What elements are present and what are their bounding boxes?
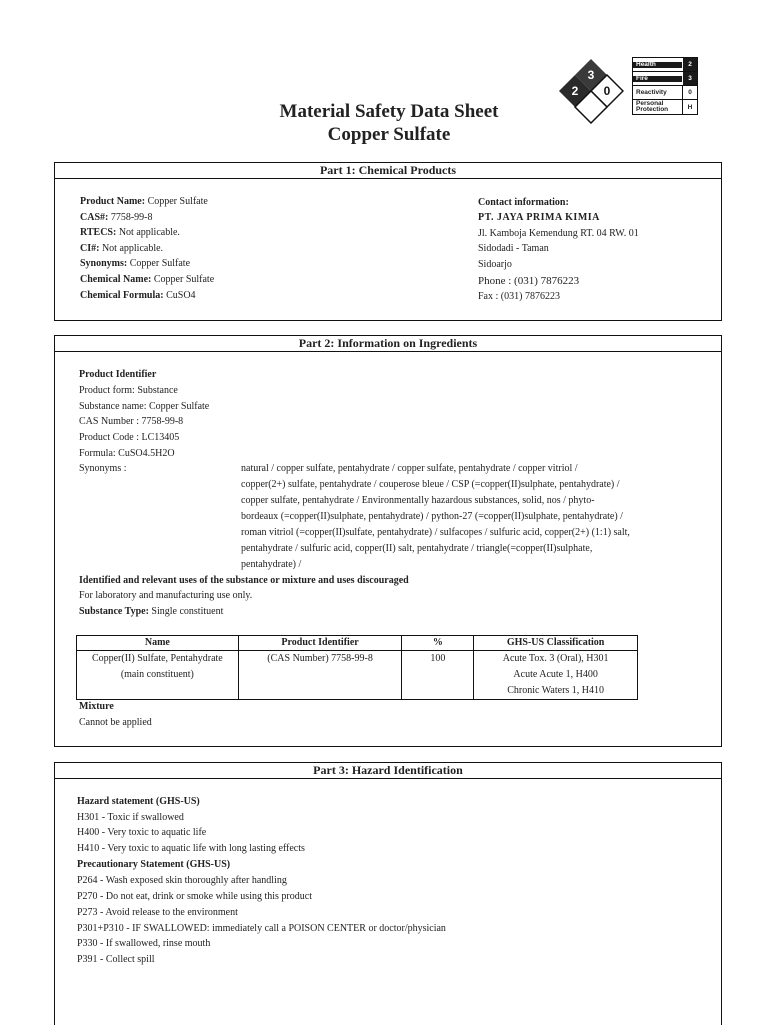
precaution-line: P330 - If swallowed, rinse mouth [77, 938, 211, 949]
synonym-line: bordeaux (=copper(II)sulphate, pentahydrate) / python-27 (=copper(II)sulphate, pentahydrate) / [241, 511, 623, 522]
field-chemical-name: Chemical Name: Copper Sulfate [80, 274, 215, 285]
fax: Fax : (031) 7876223 [478, 291, 560, 302]
field-rtecs: RTECS: Not applicable. [80, 227, 180, 238]
hazard-line: H410 - Very toxic to aquatic life with long lasting effects [77, 843, 305, 854]
field-synonyms: Synonyms: Copper Sulfate [80, 258, 191, 269]
cell-name: Copper(II) Sulfate, Pentahydrate (main constituent) [77, 651, 239, 700]
hmis-value: 3 [682, 72, 697, 85]
address-line-1: Jl. Kamboja Kemendung RT. 04 RW. 01 [478, 228, 639, 239]
synonym-line: natural / copper sulfate, pentahydrate / copper sulfate, pentahydrate / copper vitriol / [241, 463, 578, 474]
phone: Phone : (031) 7876223 [478, 275, 580, 287]
uses-text: For laboratory and manufacturing use only. [79, 590, 253, 601]
nfpa-reactivity-value: 0 [603, 84, 611, 98]
part2-header: Part 2: Information on Ingredients [55, 336, 721, 352]
hmis-label: Reactivity [636, 88, 667, 96]
cas-number: CAS Number : 7758-99-8 [79, 416, 184, 427]
product-identifier-title: Product Identifier [79, 369, 157, 380]
hmis-row-reactivity [633, 86, 697, 100]
hazard-line: H400 - Very toxic to aquatic life [77, 827, 207, 838]
substance-type: Substance Type: Single constituent [79, 606, 224, 617]
hmis-value: H [682, 100, 697, 114]
field-chemical-formula: Chemical Formula: CuSO4 [80, 290, 196, 301]
address-line-3: Sidoarjo [478, 259, 512, 270]
cell-ghs: Acute Tox. 3 (Oral), H301 Acute Acute 1, H400 Chronic Waters 1, H410 [474, 651, 638, 700]
hmis-row-fire [633, 72, 697, 86]
part1-header: Part 1: Chemical Products [55, 163, 721, 179]
synonym-line: pentahydrate / sulfuric acid, copper(II) salt, pentahydrate / triangle(=copper(II)sulphate, [241, 543, 593, 554]
col-header-ghs: GHS-US Classification [474, 636, 638, 651]
ingredients-table [76, 635, 638, 700]
hazard-line: H301 - Toxic if swallowed [77, 812, 184, 823]
product-form: Product form: Substance [79, 385, 178, 396]
hmis-label: Health [633, 62, 682, 68]
synonyms-label: Synonyms : [79, 463, 127, 474]
address-line-2: Sidodadi - Taman [478, 243, 549, 254]
precaution-line: P264 - Wash exposed skin thoroughly after handling [77, 875, 287, 886]
document-title: Material Safety Data Sheet [279, 101, 499, 122]
precaution-line: P273 - Avoid release to the environment [77, 907, 238, 918]
company-name: PT. JAYA PRIMA KIMIA [478, 212, 600, 223]
field-ci: CI#: Not applicable. [80, 243, 164, 254]
field-cas: CAS#: 7758-99-8 [80, 212, 153, 223]
hmis-value: 0 [682, 86, 697, 99]
table-row [77, 651, 638, 700]
contact-label: Contact information: [478, 197, 569, 208]
substance-name: Substance name: Copper Sulfate [79, 401, 210, 412]
synonym-line: pentahydrate) / [241, 559, 302, 570]
precaution-line: P391 - Collect spill [77, 954, 155, 965]
precaution-line: P301+P310 - IF SWALLOWED: immediately call a POISON CENTER or doctor/physician [77, 923, 446, 934]
synonym-line: roman vitriol (=copper(II)sulfate, pentahydrate) / sulfacopes / sulfuric acid, copper(2+) (1:1) salt, [241, 527, 630, 538]
product-code: Product Code : LC13405 [79, 432, 180, 443]
precaution-line: P270 - Do not eat, drink or smoke while using this product [77, 891, 312, 902]
cell-percent: 100 [402, 651, 474, 700]
hmis-row-health [633, 58, 697, 72]
hazard-title: Hazard statement (GHS-US) [77, 796, 200, 807]
uses-title: Identified and relevant uses of the substance or mixture and uses discouraged [79, 575, 409, 586]
formula: Formula: CuSO4.5H2O [79, 448, 175, 459]
synonym-line: copper sulfate, pentahydrate / Environmentally hazardous substances, solid, nos / phyto- [241, 495, 595, 506]
hmis-label: Personal Protection [636, 100, 669, 113]
table-header-row [77, 636, 638, 651]
synonym-line: copper(2+) sulfate, pentahydrate / couperose bleue / CSP (=copper(II)sulphate, pentahydrate) / [241, 479, 620, 490]
document-subtitle: Copper Sulfate [327, 124, 451, 145]
cell-identifier: (CAS Number) 7758-99-8 [238, 651, 402, 700]
col-header-identifier: Product Identifier [238, 636, 402, 651]
mixture-text: Cannot be applied [79, 717, 152, 728]
mixture-title: Mixture [79, 701, 114, 712]
nfpa-health-value: 2 [571, 84, 579, 98]
col-header-name: Name [77, 636, 239, 651]
nfpa-fire-value: 3 [587, 68, 595, 82]
hmis-value: 2 [682, 58, 697, 71]
part3-header: Part 3: Hazard Identification [55, 763, 721, 779]
hmis-label: Fire [633, 76, 682, 82]
col-header-percent: % [402, 636, 474, 651]
field-product-name: Product Name: Copper Sulfate [80, 196, 208, 207]
precaution-title: Precautionary Statement (GHS-US) [77, 859, 231, 870]
